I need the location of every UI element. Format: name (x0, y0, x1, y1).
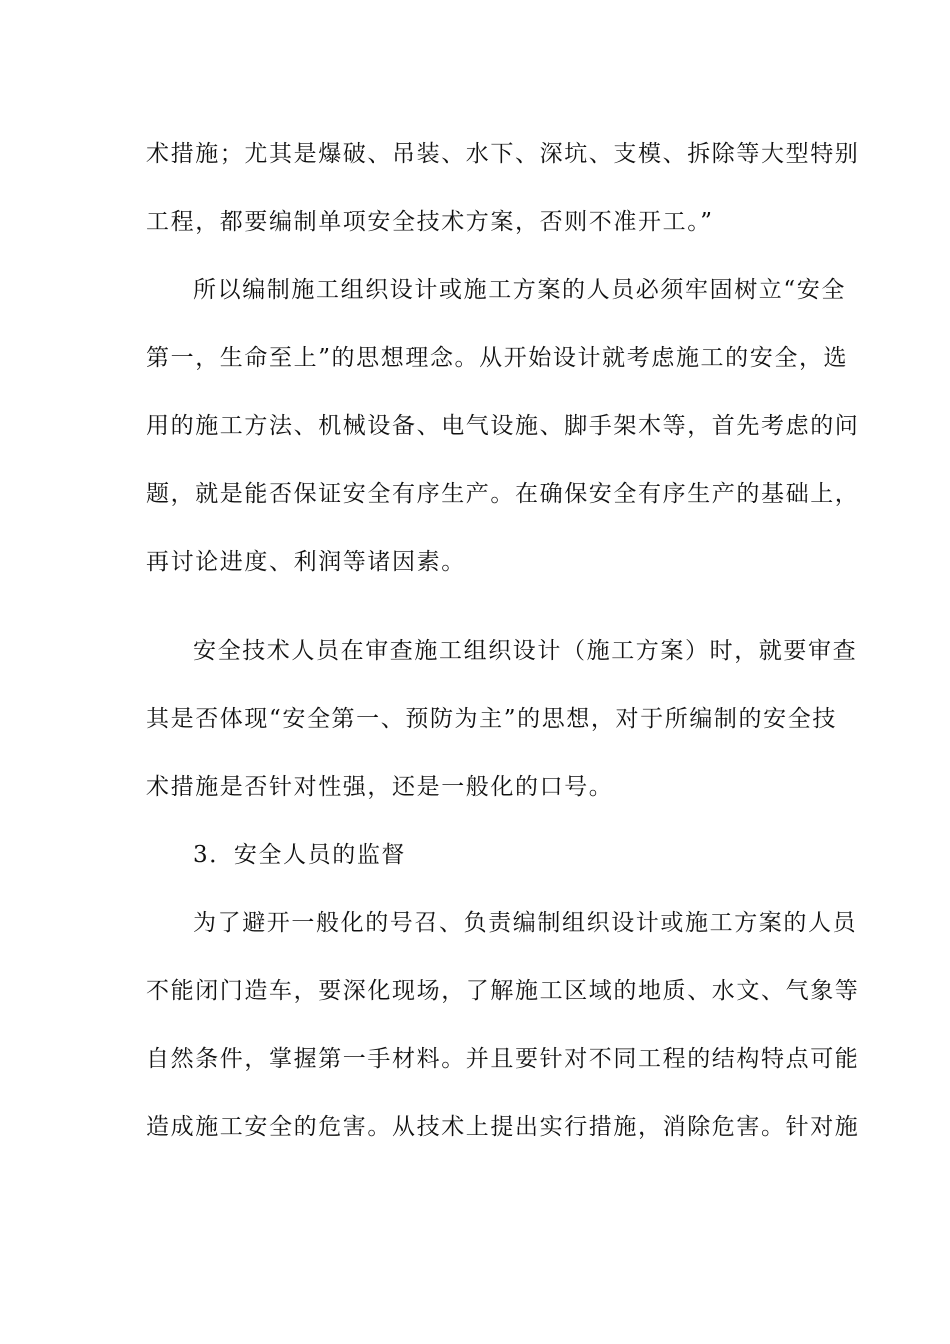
paragraph-line: 用的施工方法、机械设备、电气设施、脚手架木等，首先考虑的问 (146, 413, 860, 439)
section-heading: 3．安全人员的监督 (193, 842, 407, 868)
paragraph-line: 工程，都要编制单项安全技术方案，否则不准开工。” (146, 209, 714, 235)
paragraph-line: 造成施工安全的危害。从技术上提出实行措施，消除危害。针对施 (146, 1114, 860, 1140)
paragraph-line: 其是否体现“安全第一、预防为主”的思想，对于所编制的安全技 (146, 706, 837, 732)
paragraph-line: 不能闭门造车，要深化现场，了解施工区域的地质、水文、气象等 (146, 978, 860, 1004)
paragraph-line: 所以编制施工组织设计或施工方案的人员必须牢固树立“安全 (193, 277, 846, 303)
paragraph-line: 自然条件，掌握第一手材料。并且要针对不同工程的结构特点可能 (146, 1046, 860, 1072)
paragraph-line: 题，就是能否保证安全有序生产。在确保安全有序生产的基础上， (146, 481, 860, 507)
paragraph-line: 第一，生命至上”的思想理念。从开始设计就考虑施工的安全，选 (146, 345, 849, 371)
paragraph-line: 术措施；尤其是爆破、吊装、水下、深坑、支模、拆除等大型特别 (146, 141, 860, 167)
paragraph-line: 术措施是否针对性强，还是一般化的口号。 (146, 774, 614, 800)
paragraph-line: 安全技术人员在审查施工组织设计（施工方案）时，就要审查 (193, 638, 858, 664)
paragraph-line: 再讨论进度、利润等诸因素。 (146, 549, 466, 575)
paragraph-line: 为了避开一般化的号召、负责编制组织设计或施工方案的人员 (193, 910, 858, 936)
